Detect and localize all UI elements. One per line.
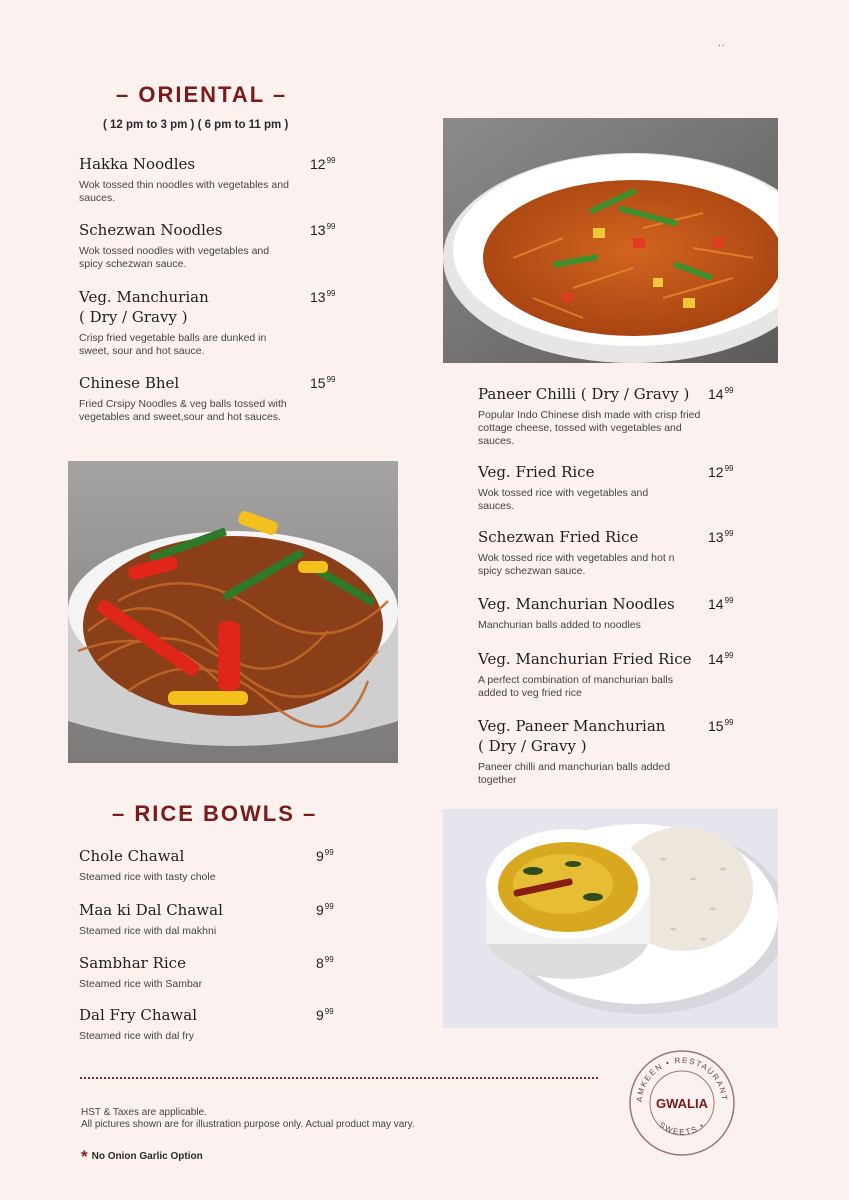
corner-mark: .. [718, 38, 726, 49]
item-description: Wok tossed noodles with vegetables and spicy schezwan sauce. [79, 245, 270, 270]
item-description: A perfect combination of manchurian balls added to veg fried rice [478, 674, 673, 699]
item-description: Steamed rice with Sambar [79, 978, 203, 990]
menu-item-chole-chawal [79, 846, 279, 884]
item-description: Manchurian balls added to noodles [478, 619, 641, 631]
item-price: $13^{99}$ [310, 222, 336, 238]
illustration-note: All pictures shown are for illustration purpose only. Actual product may vary. [81, 1119, 415, 1130]
dal-rice-photo [443, 809, 778, 1028]
item-name-line2: ( Dry / Gravy ) [79, 308, 188, 326]
rice-bowls-title: – RICE BOWLS – [112, 801, 318, 826]
item-description: Steamed rice with tasty chole [79, 871, 216, 883]
item-name: Schezwan Noodles [79, 221, 223, 239]
item-name: Maa ki Dal Chawal [79, 901, 223, 919]
item-price: $12^{99}$ [310, 156, 336, 172]
item-description: Paneer chilli and manchurian balls added together [478, 761, 671, 786]
item-name: Paneer Chilli ( Dry / Gravy ) [478, 385, 690, 403]
item-price: $14^{99}$ [708, 651, 734, 667]
item-price: $15^{99}$ [708, 718, 734, 734]
menu-item-dal-fry-chawal [79, 1005, 279, 1043]
oriental-title: – ORIENTAL – [116, 82, 288, 107]
item-price: $8^{99}$ [316, 955, 334, 971]
menu-item-schezwan-noodles [79, 220, 279, 271]
item-price: $9^{99}$ [316, 848, 334, 864]
item-price: $12^{99}$ [708, 464, 734, 480]
item-name: Chole Chawal [79, 847, 185, 865]
menu-item-paneer-chilli [478, 384, 706, 448]
item-name: Schezwan Fried Rice [478, 528, 639, 546]
item-name: Veg. Paneer Manchurian [478, 717, 666, 735]
hakka-noodles-photo [68, 461, 398, 763]
menu-item-veg-fried-rice [478, 462, 678, 513]
logo-name: GWALIA [656, 1096, 708, 1111]
menu-item-hakka-noodles [79, 154, 294, 205]
item-price: $9^{99}$ [316, 1007, 334, 1023]
no-onion-garlic-legend [81, 1147, 203, 1167]
item-name: Veg. Fried Rice [478, 463, 595, 481]
no-onion-garlic-label: No Onion Garlic Option [91, 1151, 203, 1162]
item-description: Wok tossed rice with vegetables and sauces. [478, 487, 649, 512]
svg-text:SWEETS • [657, 1120, 706, 1136]
item-price: $13^{99}$ [310, 289, 336, 305]
item-name: Veg. Manchurian Noodles [478, 595, 675, 613]
menu-item-veg-manchurian [79, 287, 289, 358]
menu-item-veg-manchurian-fried-rice [478, 649, 703, 700]
logo-ring-top: AMKEEN • RESTAURANT [634, 1055, 730, 1103]
item-price: $14^{99}$ [708, 386, 734, 402]
item-price: $14^{99}$ [708, 596, 734, 612]
menu-item-chinese-bhel [79, 373, 289, 424]
logo-ring-bottom: SWEETS • [657, 1120, 707, 1137]
gwalia-logo [627, 1048, 737, 1158]
svg-text:NAMKEEN • RESTAURANT • [627, 1048, 729, 1102]
dotted-divider [80, 1077, 598, 1079]
menu-item-veg-paneer-manchurian [478, 716, 678, 787]
footer-notes [81, 1107, 415, 1131]
menu-item-sambhar-rice [79, 953, 279, 991]
item-name: Dal Fry Chawal [79, 1006, 198, 1024]
item-name-line2: ( Dry / Gravy ) [478, 737, 587, 755]
item-description: Steamed rice with dal fry [79, 1030, 194, 1042]
asterisk-icon: * [81, 1147, 88, 1166]
item-description: Steamed rice with dal makhni [79, 925, 217, 937]
tax-note: HST & Taxes are applicable. [81, 1107, 207, 1118]
item-name: Veg. Manchurian Fried Rice [478, 650, 692, 668]
item-description: Crisp fried vegetable balls are dunked in sweet, sour and hot sauce. [79, 332, 267, 357]
fried-rice-photo [443, 118, 778, 363]
item-name: Veg. Manchurian [79, 288, 209, 306]
item-description: Popular Indo Chinese dish made with crisp fried cottage cheese, tossed with vegetables and sauces. [478, 409, 701, 447]
item-description: Fried Crsipy Noodles & veg balls tossed with vegetables and sweet,sour and hot sauces. [79, 398, 287, 423]
oriental-hours: ( 12 pm to 3 pm ) ( 6 pm to 11 pm ) [103, 119, 289, 131]
item-price: $15^{99}$ [310, 375, 336, 391]
item-name: Chinese Bhel [79, 374, 180, 392]
menu-item-veg-manchurian-noodles [478, 594, 698, 632]
item-description: Wok tossed thin noodles with vegetables and sauces. [79, 179, 289, 204]
item-name: Sambhar Rice [79, 954, 186, 972]
menu-item-maa-ki-dal-chawal [79, 900, 279, 938]
item-description: Wok tossed rice with vegetables and hot n spicy schezwan sauce. [478, 552, 675, 577]
menu-item-schezwan-fried-rice [478, 527, 690, 578]
item-price: $13^{99}$ [708, 529, 734, 545]
item-name: Hakka Noodles [79, 155, 196, 173]
item-price: $9^{99}$ [316, 902, 334, 918]
